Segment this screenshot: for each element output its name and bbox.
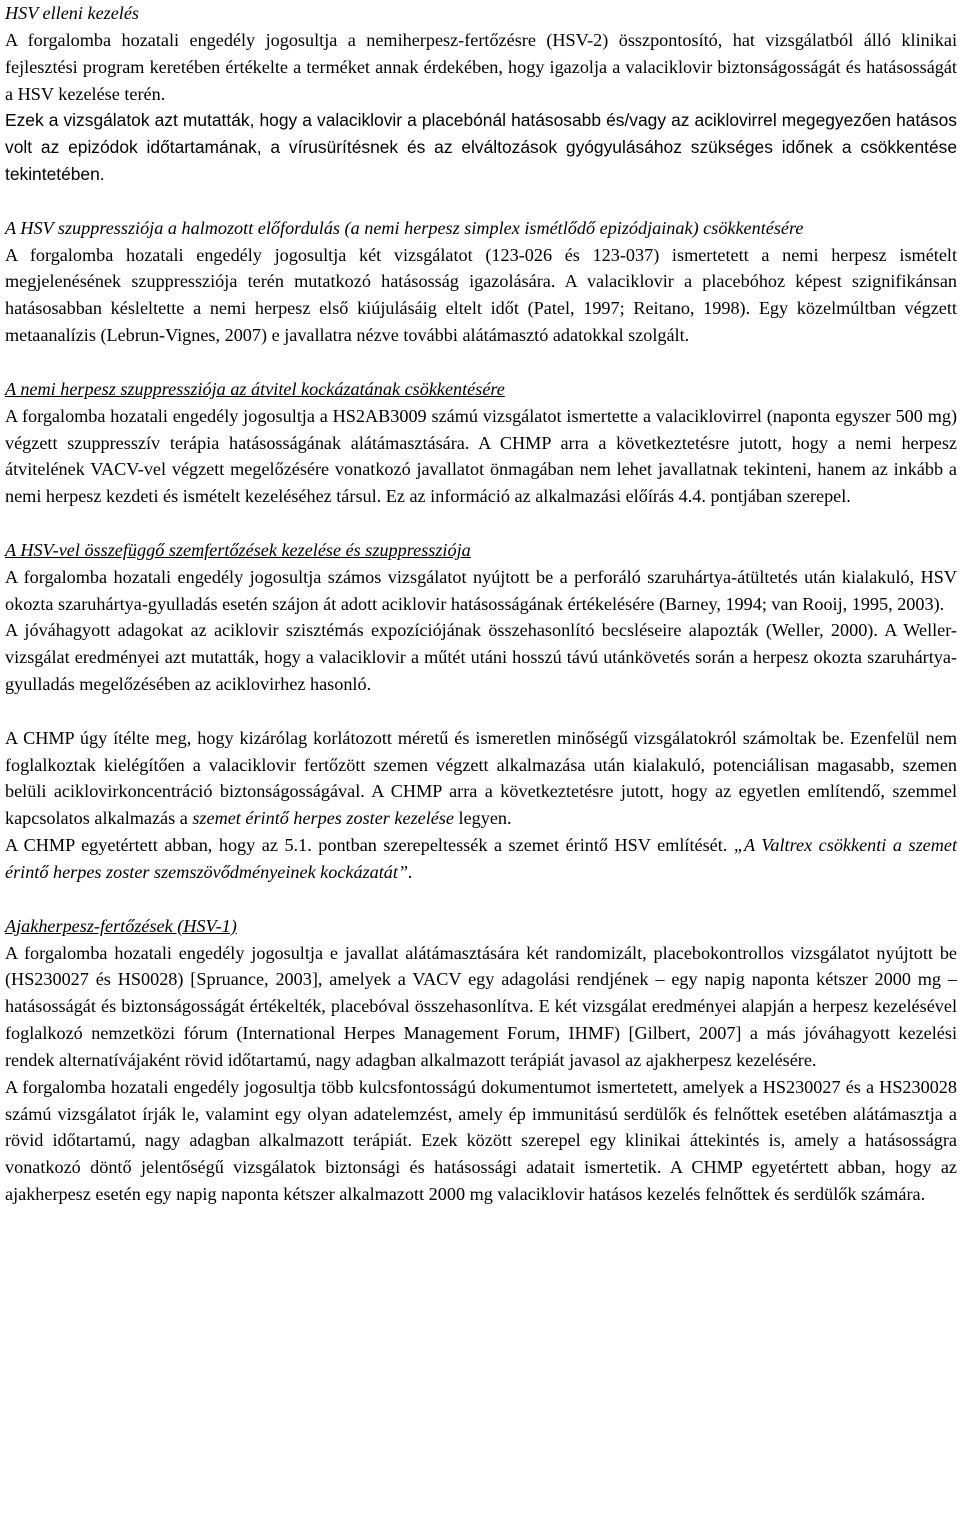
paragraph: A forgalomba hozatali engedély jogosultja a HS2AB3009 számú vizsgálatot ismertette a valaciklovirrel (naponta egyszer 500 mg) végzett szuppresszív terápia hatásosságának alátámasztására. A CHMP arra a következtetésre jutott, hogy a nemi herpesz átvitelének VACV-vel végzett megelőzésére vonatkozó javallatot önmagában nem lehet javallatnak tekinteni, hanem az inkább a nemi herpesz kezdeti és ismételt kezeléséhez társul. Ez az információ az alkalmazási előírás 4.4. pontjában szerepel.: [5, 405, 957, 507]
paragraph-gap: [5, 698, 957, 725]
paragraph: A forgalomba hozatali engedély jogosultja több kulcsfontosságú dokumentumot ismertetett, amelyek a HS230027 és a HS230028 számú vizsgálatot írják le, valamint egy olyan adatelemzést, amely ép immunitású serdülők és felnőttek esetében alátámasztja a rövid időtartamú, nagy adagban alkalmazott terápiát. Ezek között szerepel egy klinikai áttekintés is, amely a hatásosságra vonatkozó döntő jelentőségű vizsgálatok biztonsági és hatásossági adatait ismertetik. A CHMP egyetértett abban, hogy az ajakherpesz esetén egy napig naponta kétszer alkalmazott 2000 mg valaciklovir hatásos kezelés felnőttek és serdülők számára.: [5, 1076, 957, 1205]
text-run: A CHMP egyetértett abban, hogy az 5.1. pontban szerepeltessék a szemet érintő HSV említését.: [5, 835, 734, 856]
paragraph: Ezek a vizsgálatok azt mutatták, hogy a valaciklovir a placebónál hatásosabb és/vagy az aciklovirrel megegyezően hatásos volt az epizódok időtartamának, a vírusürítésnek és az elváltozások gyógyulásához szükséges időnek a csökkentése tekintetében.: [5, 110, 957, 185]
paragraph-gap: [5, 349, 957, 376]
document-page: [5, 0, 957, 1208]
emphasis-text: szemet érintő herpes zoster kezelése: [192, 808, 454, 829]
emphasis-text: „A Valtrex csökkenti a szemet érintő herpes zoster szemszövődményeinek kockázatát”.: [5, 835, 957, 882]
section-heading-transmission: A nemi herpesz szuppressziója az átvitel kockázatának csökkentésére: [5, 378, 505, 399]
section-heading-ocular: A HSV-vel összefüggő szemfertőzések kezelése és szuppressziója: [5, 539, 471, 560]
section-heading-suppression: A HSV szuppressziója a halmozott előfordulás (a nemi herpesz simplex ismétlődő epizódjainak) csökkentésére: [5, 217, 804, 238]
paragraph-gap: [5, 886, 957, 913]
paragraph: A forgalomba hozatali engedély jogosultja a nemiherpesz-fertőzésre (HSV-2) összpontosító, hat vizsgálatból álló klinikai fejlesztési program keretében értékelte a terméket annak érdekében, hogy igazolja a valaciklovir biztonságosságát és hatásosságát a HSV kezelése terén.: [5, 29, 957, 104]
paragraph-gap: [5, 188, 957, 215]
section-heading-hsv-treatment: HSV elleni kezelés: [5, 3, 139, 23]
paragraph: A forgalomba hozatali engedély jogosultja számos vizsgálatot nyújtott be a perforáló szaruhártya-átültetés után kialakuló, HSV okozta szaruhártya-gyulladás esetén szájon át adott aciklovir hatásosságának értékelésére (Barney, 1994; van Rooij, 1995, 2003).: [5, 566, 957, 614]
paragraph: [5, 725, 957, 832]
paragraph: A forgalomba hozatali engedély jogosultja két vizsgálatot (123-026 és 123-037) ismertetett a nemi herpesz ismételt megjelenésének szuppressziója terén mutatkozó hatásosság igazolására. A valaciklovir a placebóhoz képest szignifikánsan hatásosabban késleltette a nemi herpesz első kiújulásáig eltelt időt (Patel, 1997; Reitano, 1998). Egy közelmúltban végzett metaanalízis (Lebrun-Vignes, 2007) e javallatra nézve további alátámasztó adatokkal szolgált.: [5, 244, 957, 346]
paragraph: A forgalomba hozatali engedély jogosultja e javallat alátámasztására két randomizált, placebokontrollos vizsgálatot nyújtott be (HS230027 és HS0028) [Spruance, 2003], amelyek a VACV egy adagolási rendjének – egy napig naponta kétszer 2000 mg – hatásosságát és biztonságosságát értékelték, placebóval összehasonlítva. E két vizsgálat eredményei alapján a herpesz kezelésével foglalkozó nemzetközi fórum (International Herpes Management Forum, IHMF) [Gilbert, 2007] a más jóváhagyott kezelési rendek alternatívájaként rövid időtartamú, nagy adagban alkalmazott terápiát javasol az ajakherpesz kezelésére.: [5, 942, 957, 1070]
paragraph: [5, 832, 957, 886]
text-run: A CHMP úgy ítélte meg, hogy kizárólag korlátozott méretű és ismeretlen minőségű vizsgálatokról számoltak be. Ezenfelül nem foglalkoztak kielégítően a valaciklovir fertőzött szemen végzett alkalmazása után kialakuló, potenciálisan magasabb, szemen belüli aciklovirkoncentráció biztonságosságával. A CHMP arra a következtetésre jutott, hogy az egyetlen említendő, szemmel kapcsolatos alkalmazás a: [5, 727, 957, 829]
paragraph-gap: [5, 510, 957, 537]
paragraph: A jóváhagyott adagokat az aciklovir szisztémás expozíciójának összehasonlító becsléseire alapozták (Weller, 2000). A Weller-vizsgálat eredményei azt mutatták, hogy a valaciklovir a műtét utáni hosszú távú utánkövetés során a herpesz okozta szaruhártya-gyulladás megelőzésében az aciklovirhez hasonló.: [5, 620, 957, 695]
text-run: legyen.: [454, 808, 512, 829]
section-heading-labial: Ajakherpesz-fertőzések (HSV-1): [5, 915, 237, 936]
